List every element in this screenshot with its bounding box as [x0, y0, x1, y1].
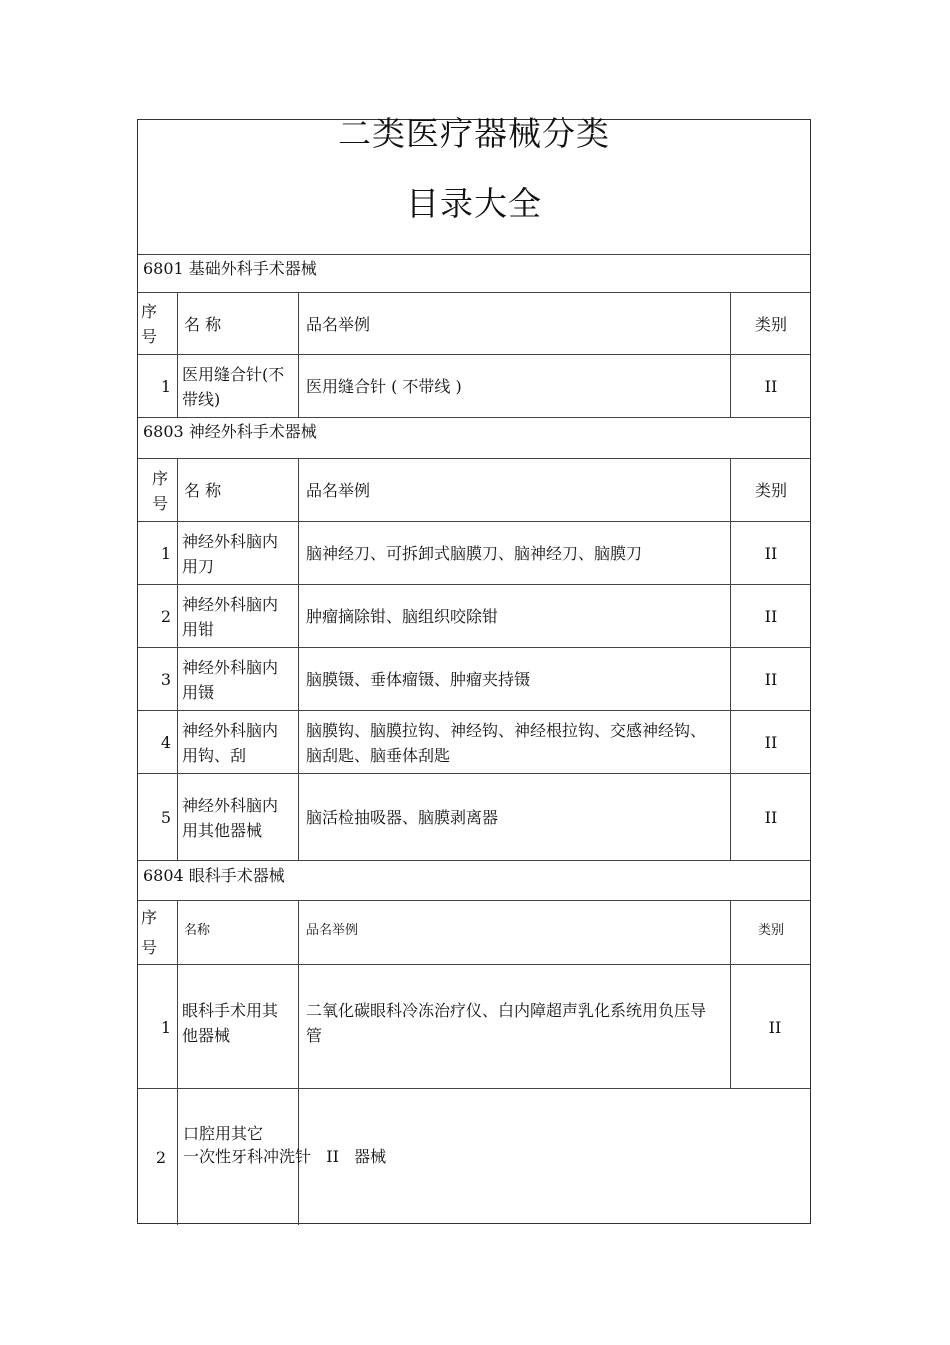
- document-table: [137, 114, 811, 1224]
- header-name: 名称: [184, 922, 211, 938]
- row-seq: 4: [160, 733, 171, 752]
- row-examples: 脑神经刀、可拆卸式脑膜刀、脑神经刀、脑膜刀: [306, 544, 643, 563]
- row-examples: 医用缝合针 ( 不带线 ): [306, 377, 462, 396]
- header-examples: 品名举例: [306, 481, 371, 500]
- row-seq: 1: [160, 1017, 171, 1037]
- row-name: 神经外科脑内用镊: [182, 657, 279, 702]
- row-seq: 2: [160, 607, 171, 626]
- row-examples: 脑活检抽吸器、脑膜剥离器: [306, 808, 499, 827]
- header-class: 类别: [757, 922, 784, 938]
- section-title-6804: 6804 眼科手术器械: [143, 866, 285, 885]
- header-seq: 序 号: [141, 302, 158, 346]
- row-class: II: [764, 607, 778, 626]
- row-name: 神经外科脑内用其他器械: [182, 795, 279, 840]
- header-name: 名 称: [184, 481, 222, 500]
- header-examples: 品名举例: [306, 922, 359, 938]
- row-class: II: [764, 544, 778, 563]
- row-examples: 二氧化碳眼科冷冻治疗仪、白内障超声乳化系统用负压导管: [306, 1001, 707, 1045]
- section-title-6801: 6801 基础外科手术器械: [143, 259, 317, 278]
- row-examples: 脑膜镊、垂体瘤镊、肿瘤夹持镊: [306, 670, 531, 689]
- row-examples: 脑膜钩、脑膜拉钩、神经钩、神经根拉钩、交感神经钩、脑刮匙、脑垂体刮匙: [306, 720, 707, 765]
- row-seq: 2: [155, 1148, 166, 1167]
- row-class: II: [768, 1017, 782, 1037]
- row-name: 医用缝合针(不带线): [182, 364, 285, 409]
- row-class: II: [764, 377, 778, 396]
- row-name: 眼科手术用其他器械: [182, 1001, 279, 1045]
- row-seq: 1: [160, 544, 171, 563]
- header-seq: 序 号: [151, 468, 168, 513]
- row-name: 神经外科脑内用刀: [182, 531, 279, 576]
- row-class: II: [764, 670, 778, 689]
- header-class: 类别: [754, 314, 787, 334]
- header-seq: 序 号: [141, 908, 158, 957]
- row-name-line2: 一次性牙科冲洗针 II 器械: [183, 1147, 387, 1166]
- section-title-6803: 6803 神经外科手术器械: [143, 422, 317, 441]
- row-class: II: [764, 733, 778, 752]
- row-seq: 5: [160, 808, 171, 827]
- header-examples: 品名举例: [306, 314, 371, 334]
- row-name: 神经外科脑内用钳: [182, 594, 279, 639]
- row-examples: 肿瘤摘除钳、脑组织咬除钳: [306, 607, 499, 626]
- document-title-line2: 目录大全: [406, 184, 542, 223]
- row-name-line1: 口腔用其它: [183, 1124, 264, 1143]
- header-name: 名 称: [184, 314, 222, 334]
- row-name: 神经外科脑内用钩、刮: [182, 720, 279, 765]
- document-title-line1: 二类医疗器械分类: [338, 114, 610, 153]
- header-class: 类别: [754, 481, 787, 500]
- row-class: II: [764, 808, 778, 827]
- row-seq: 1: [160, 377, 171, 396]
- row-seq: 3: [160, 670, 171, 689]
